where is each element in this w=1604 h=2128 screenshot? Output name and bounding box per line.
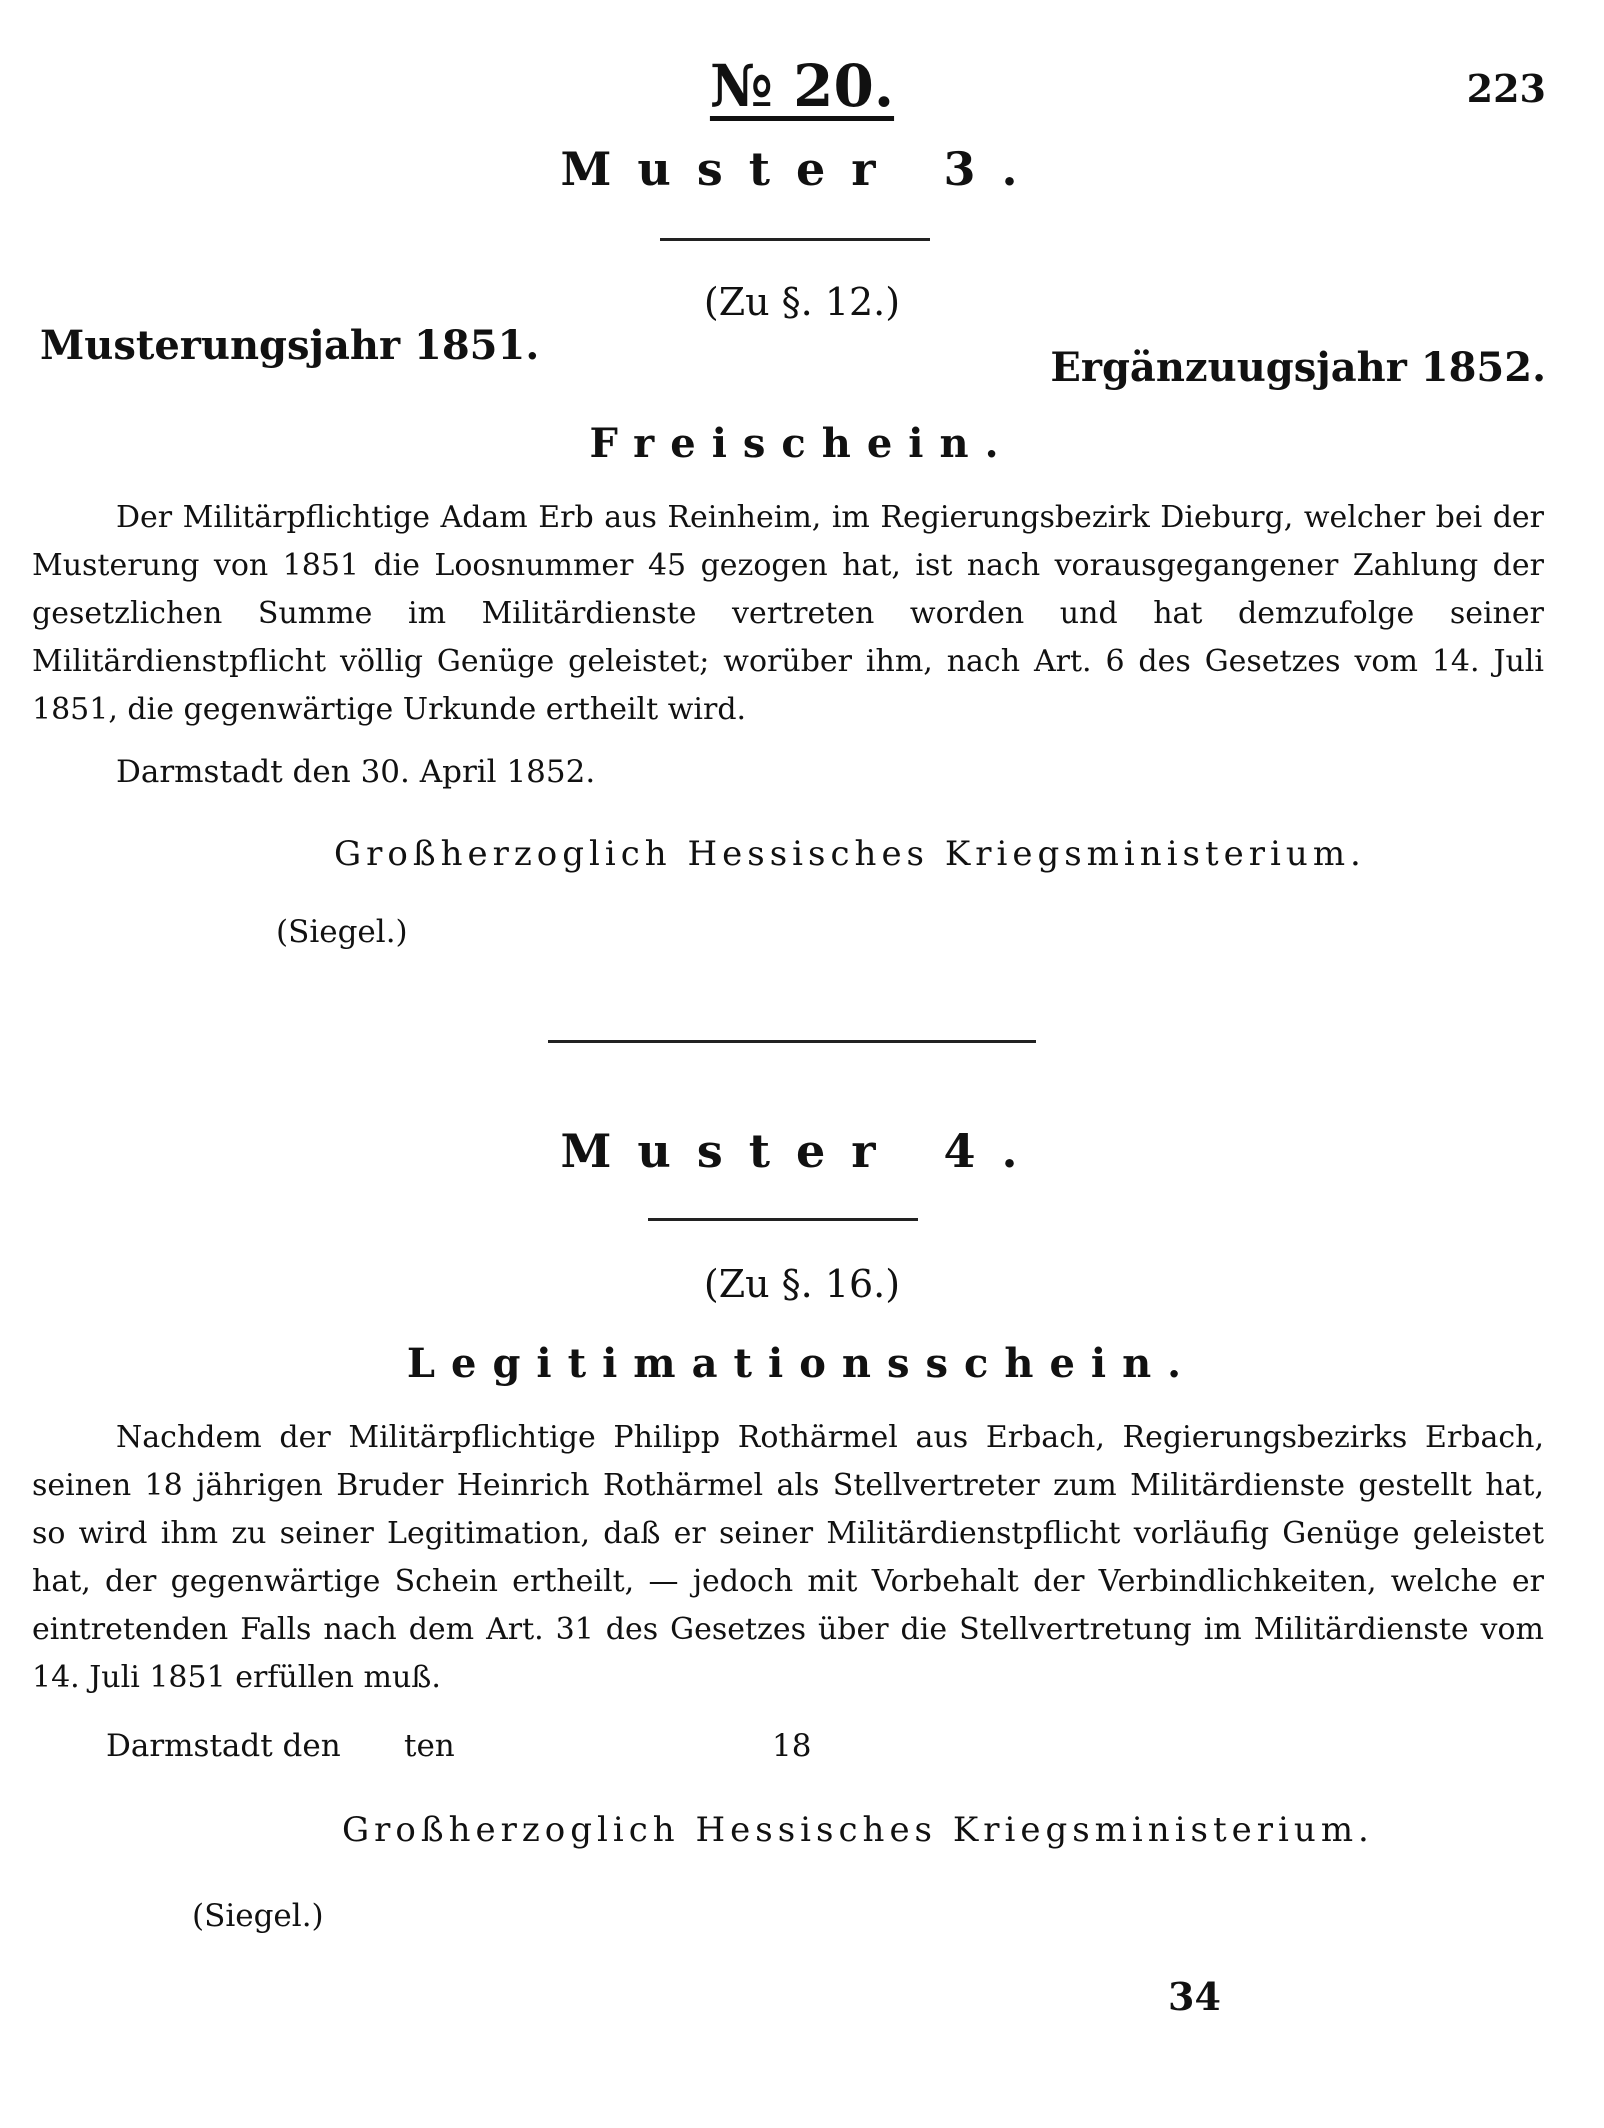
form3-heading-rule [660, 238, 930, 241]
form3-title: Freischein. [589, 420, 1015, 467]
form4-reference: (Zu §. 16.) [703, 1262, 901, 1306]
page-number: 223 [1466, 66, 1546, 111]
form3-supplement-year: Ergänzuugsjahr 1852. [1050, 344, 1546, 391]
form3-seal: (Siegel.) [276, 914, 408, 950]
form4-heading: Muster 4. [560, 1124, 1044, 1178]
form3-reference: (Zu §. 12.) [703, 280, 901, 324]
form4-day-suffix: ten [404, 1728, 455, 1764]
form3-place-date: Darmstadt den 30. April 1852. [116, 754, 596, 790]
form4-authority: Großherzoglich Hessisches Kriegsministerium. [342, 1810, 1374, 1850]
form4-year-prefix: 18 [772, 1728, 812, 1764]
form3-muster-year: Musterungsjahr 1851. [40, 322, 540, 369]
form4-title: Legitimationsschein. [406, 1340, 1198, 1387]
form3-authority: Großherzoglich Hessisches Kriegsministerium. [334, 834, 1366, 874]
section-divider [548, 1040, 1036, 1043]
form4-heading-rule [648, 1218, 918, 1221]
form4-seal: (Siegel.) [192, 1898, 324, 1934]
issue-number: № 20. [709, 52, 895, 120]
form4-place: Darmstadt den [106, 1728, 341, 1764]
form3-body: Der Militärpflichtige Adam Erb aus Reinheim, im Regierungsbezirk Dieburg, welcher bei der Musterung von 1851 die Loosnummer 45 gezogen hat, ist nach vorausgegangener Zahlung der gesetzlichen Summe im Militärdienste vertreten worden und hat demzufolge seiner Militärdienstpflicht völlig Genüge geleistet; worüber ihm, nach Art. 6 des Gesetzes vom 14. Juli 1851, die gegenwärtige Urkunde ertheilt wird. [32, 500, 1544, 727]
form3-heading: Muster 3. [560, 142, 1044, 196]
form4-body: Nachdem der Militärpflichtige Philipp Rothärmel aus Erbach, Regierungsbezirks Erbach, seinen 18 jährigen Bruder Heinrich Rothärmel als Stellvertreter zum Militärdienste gestellt hat, so wird ihm zu seiner Legitimation, daß er seiner Militärdienstpflicht vorläufig Genüge geleistet hat, der gegenwärtige Schein ertheilt, — jedoch mit Vorbehalt der Verbindlichkeiten, welche er eintretenden Falls nach dem Art. 31 des Gesetzes über die Stellvertretung im Militärdienste vom 14. Juli 1851 erfüllen muß. [32, 1420, 1544, 1695]
signature-number: 34 [1168, 1974, 1221, 2019]
